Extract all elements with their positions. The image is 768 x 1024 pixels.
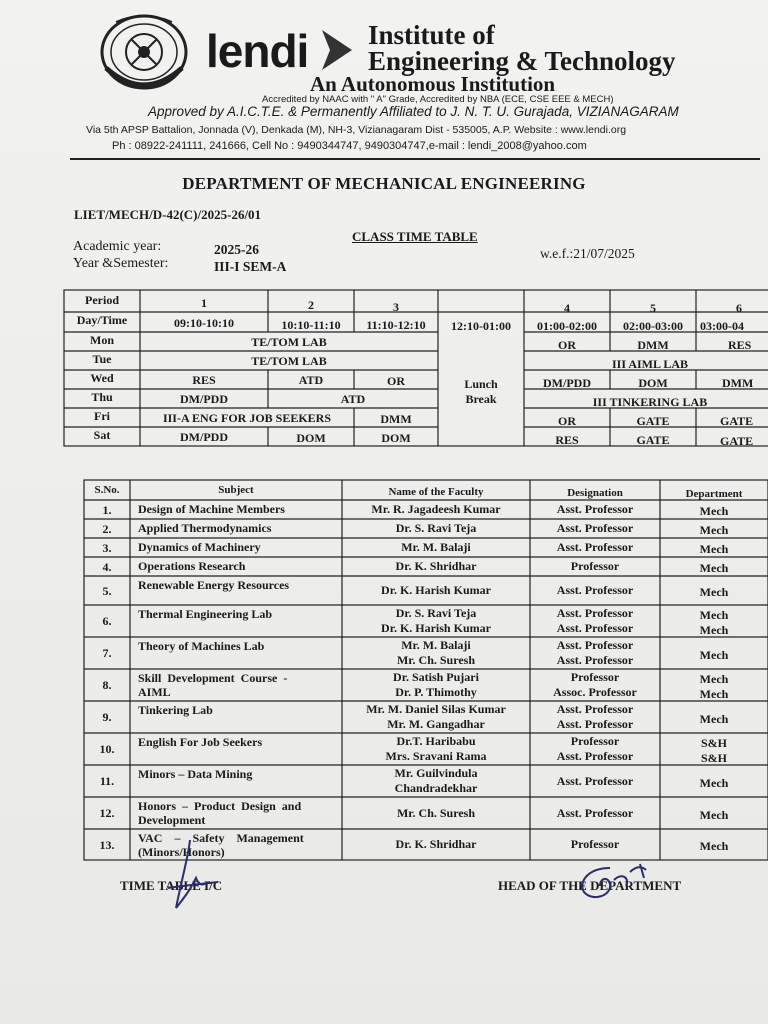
row-designation: Asst. Professor [556, 638, 634, 652]
thu-period23-cell: ATD [340, 392, 366, 406]
sat-period1-cell: DM/PDD [180, 430, 228, 444]
row-faculty: Mr. M. Balaji [401, 540, 471, 554]
reference-number: LIET/MECH/D-42(C)/2025-26/01 [74, 207, 262, 222]
wed-period6-cell: DMM [722, 376, 754, 390]
col-header-faculty: Name of the Faculty [388, 486, 484, 498]
row-department: Mech [699, 711, 729, 726]
wed-period5-cell: DOM [638, 376, 668, 390]
row-designation: Asst. Professor [556, 702, 634, 716]
lunch-label: Lunch [464, 377, 498, 391]
row-subject: Operations Research [138, 559, 246, 573]
day-thu: Thu [91, 390, 113, 404]
mon-period5-cell: DMM [637, 338, 669, 352]
row-sno: 1. [102, 502, 112, 517]
handwritten-signature-left [160, 838, 220, 914]
mon-period6-cell: RES [728, 338, 752, 352]
fri-period5-cell: GATE [636, 414, 670, 428]
day-wed: Wed [90, 371, 114, 385]
sat-period5-cell: GATE [636, 433, 670, 447]
row-department: Mech [699, 623, 729, 637]
row-faculty: Dr. K. Shridhar [395, 837, 477, 851]
row-sno: 6. [102, 614, 112, 628]
row-department: Mech [699, 647, 729, 662]
row-sno: 13. [99, 837, 115, 852]
row-subject: Honors – Product Design and Development [138, 799, 302, 827]
row-faculty: Mr. Guilvindula [394, 766, 478, 780]
row-department: Mech [699, 608, 729, 622]
wed-period2-cell: ATD [298, 373, 324, 387]
row-faculty: Dr. K. Harish Kumar [381, 583, 491, 597]
period-number-3: 3 [393, 300, 399, 314]
row-department: S&H [700, 751, 727, 765]
sat-period4-cell: RES [555, 433, 579, 447]
row-designation: Asst. Professor [556, 749, 634, 763]
effective-date: w.e.f.:21/07/2025 [540, 246, 635, 261]
row-designation: Asst. Professor [556, 540, 634, 554]
thu-period1-cell: DM/PDD [180, 392, 228, 406]
row-sno: 8. [102, 678, 112, 692]
row-subject: Tinkering Lab [138, 703, 213, 717]
row-faculty: Dr. K. Harish Kumar [381, 621, 491, 635]
row-faculty: Mr. Ch. Suresh [396, 805, 476, 820]
row-designation: Asst. Professor [556, 502, 634, 516]
wed-period4-cell: DM/PDD [543, 376, 591, 390]
row-sno: 7. [102, 646, 112, 660]
brand-logo-text: lendi [206, 25, 309, 77]
row-sno: 4. [102, 559, 112, 574]
academic-year-label: Academic year: [73, 239, 162, 254]
tue-morning-cell: TE/TOM LAB [251, 354, 327, 368]
day-sat: Sat [93, 428, 111, 442]
row-subject: Skill Development Course - AIML [138, 671, 288, 699]
fri-period4-cell: OR [558, 414, 576, 428]
thu-afternoon-cell: III TINKERING LAB [592, 395, 708, 409]
col-header-sno: S.No. [94, 484, 120, 496]
row-sno: 3. [102, 540, 112, 555]
row-subject: Theory of Machines Lab [138, 639, 265, 653]
row-sno: 11. [99, 774, 115, 788]
row-faculty: Mr. M. Gangadhar [387, 717, 485, 731]
row-sno: 9. [102, 710, 112, 724]
timetable-incharge-signature-label: TIME TABLE I/C [120, 878, 223, 893]
year-semester-value: III-I SEM-A [214, 259, 287, 274]
year-semester-label: Year &Semester: [73, 256, 169, 271]
row-department: Mech [699, 672, 729, 686]
period-number-2: 2 [308, 298, 314, 312]
row-faculty: Dr. P. Thimothy [395, 685, 477, 699]
row-sno: 5. [102, 583, 112, 598]
row-designation: Assoc. Professor [553, 685, 637, 699]
col-header-subject: Subject [218, 484, 254, 496]
row-designation: Professor [570, 670, 620, 684]
time-slot-6: 03:00-04 [700, 319, 744, 333]
row-designation: Asst. Professor [556, 805, 634, 820]
row-subject: Thermal Engineering Lab [138, 607, 273, 621]
row-subject: VAC – Safety Management (Minors/Honors) [138, 831, 304, 859]
time-slot-lunch: 12:10-01:00 [451, 319, 511, 333]
period-number-5: 5 [650, 301, 656, 315]
row-designation: Asst. Professor [556, 717, 634, 731]
timetable-title: CLASS TIME TABLE [352, 229, 478, 244]
row-subject: Design of Machine Members [138, 502, 285, 516]
row-designation: Asst. Professor [556, 773, 634, 788]
day-fri: Fri [94, 409, 110, 423]
mon-period4-cell: OR [558, 338, 576, 352]
period-number-4: 4 [564, 301, 570, 315]
period-number-6: 6 [736, 301, 742, 315]
row-faculty: Chandradekhar [394, 781, 478, 795]
row-designation: Asst. Professor [556, 521, 634, 535]
row-designation: Professor [570, 734, 620, 748]
row-department: Mech [699, 687, 729, 701]
row-department: Mech [699, 561, 729, 575]
row-faculty: Mr. M. Balaji [401, 638, 471, 652]
row-faculty: Dr. S. Ravi Teja [395, 606, 477, 620]
institute-title-line2: Engineering & Technology [368, 46, 676, 76]
period-number-1: 1 [201, 296, 207, 310]
row-faculty: Dr. K. Shridhar [395, 559, 477, 573]
contact-line: Ph : 08922-241111, 241666, Cell No : 9490344747, 9490304747,e-mail : lendi_2008@yahoo.com [112, 140, 587, 152]
row-designation: Asst. Professor [556, 583, 634, 597]
row-designation: Professor [570, 837, 620, 851]
sat-period2-cell: DOM [296, 431, 326, 445]
row-faculty: Mrs. Sravani Rama [385, 749, 487, 763]
wed-period1-cell: RES [192, 373, 216, 387]
academic-year-value: 2025-26 [214, 242, 259, 257]
time-slot-3: 11:10-12:10 [366, 318, 426, 332]
row-faculty: Dr. S. Ravi Teja [395, 521, 477, 535]
fri-period12-cell: III-A ENG FOR JOB SEEKERS [162, 411, 332, 425]
tue-afternoon-cell: III AIML LAB [611, 357, 689, 371]
row-department: Mech [699, 839, 729, 853]
sat-period6-cell: GATE [720, 434, 754, 448]
row-department: Mech [699, 585, 729, 599]
row-subject: Applied Thermodynamics [138, 521, 272, 535]
department-heading: DEPARTMENT OF MECHANICAL ENGINEERING [182, 174, 586, 193]
address-line: Via 5th APSP Battalion, Jonnada (V), Denkada (M), NH-3, Vizianagaram Dist - 535005, A.P. Website : www.lendi.org [86, 124, 627, 136]
time-slot-2: 10:10-11:10 [281, 318, 341, 332]
time-slot-5: 02:00-03:00 [623, 319, 683, 333]
row-designation: Asst. Professor [556, 606, 634, 620]
day-tue: Tue [92, 352, 112, 366]
col-header-department: Department [685, 488, 743, 500]
hod-signature-label: HEAD OF THE DEPARTMENT [498, 878, 682, 893]
break-label: Break [465, 392, 497, 406]
row-subject: Dynamics of Machinery [138, 540, 261, 554]
sat-period3-cell: DOM [381, 431, 411, 445]
institute-title-line1: Institute of [368, 20, 495, 50]
row-designation: Professor [570, 559, 620, 573]
row-department: Mech [699, 504, 729, 518]
mon-morning-cell: TE/TOM LAB [251, 335, 327, 349]
row-subject: Minors – Data Mining [138, 767, 253, 781]
row-faculty: Dr.T. Haribabu [396, 734, 476, 748]
handwritten-signature-right [570, 862, 654, 902]
fri-period3-cell: DMM [380, 412, 412, 426]
fri-period6-cell: GATE [720, 414, 754, 428]
row-department: Mech [699, 542, 729, 556]
row-designation: Asst. Professor [556, 653, 634, 667]
institute-title-line3: An Autonomous Institution [310, 72, 556, 96]
period-label: Period [85, 293, 119, 307]
row-subject: English For Job Seekers [138, 735, 263, 749]
row-faculty: Mr. R. Jagadeesh Kumar [371, 502, 501, 516]
row-sno: 10. [99, 742, 115, 756]
row-sno: 2. [102, 521, 112, 536]
row-faculty: Mr. Ch. Suresh [396, 653, 476, 667]
row-subject: Renewable Energy Resources [138, 578, 290, 592]
time-slot-1: 09:10-10:10 [174, 316, 234, 330]
approval-line: Approved by A.I.C.T.E. & Permanently Affiliated to J. N. T. U. Gurajada, VIZIANAGARAM [148, 104, 679, 119]
time-slot-4: 01:00-02:00 [537, 319, 597, 333]
row-sno: 12. [99, 806, 115, 820]
row-designation: Asst. Professor [556, 621, 634, 635]
daytime-label: Day/Time [76, 313, 128, 327]
row-department: S&H [700, 736, 727, 750]
day-mon: Mon [90, 333, 114, 347]
wed-period3-cell: OR [387, 374, 405, 388]
row-department: Mech [699, 807, 729, 822]
row-department: Mech [699, 523, 729, 537]
row-faculty: Mr. M. Daniel Silas Kumar [366, 702, 506, 716]
row-department: Mech [699, 775, 729, 790]
accreditation-line: Accredited by NAAC with " A" Grade, Accredited by NBA (ECE, CSE EEE & MECH) [262, 94, 614, 105]
row-faculty: Dr. Satish Pujari [393, 670, 479, 684]
col-header-designation: Designation [567, 487, 623, 499]
